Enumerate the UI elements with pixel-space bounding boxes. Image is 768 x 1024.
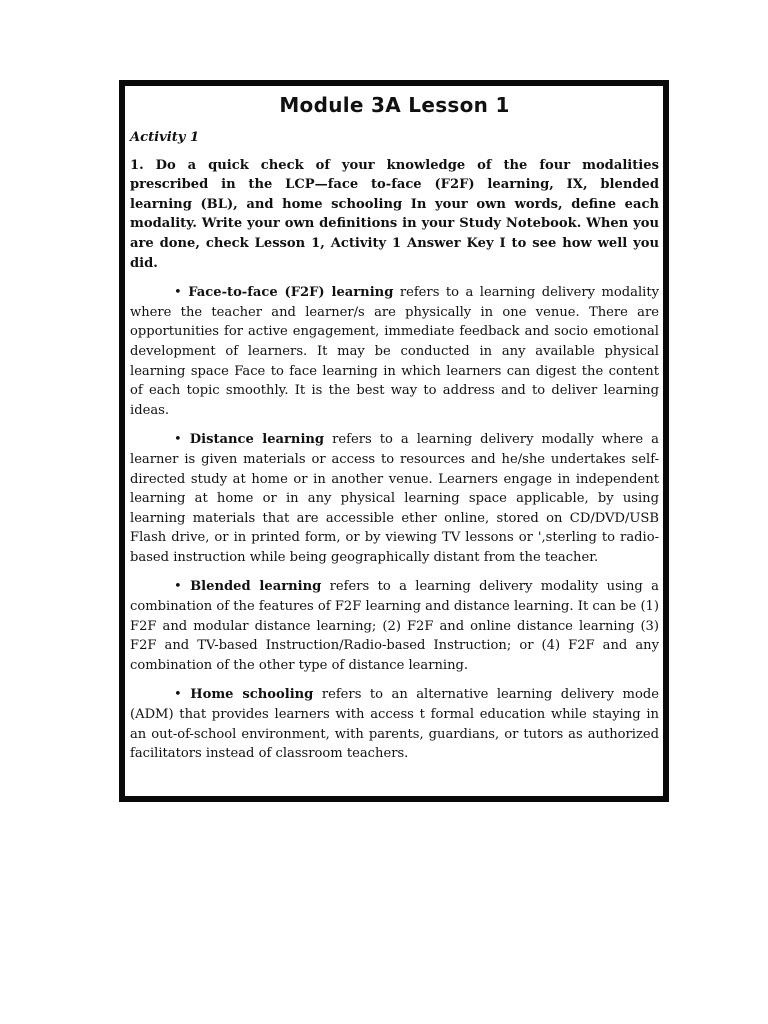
definition-f2f xyxy=(130,283,659,420)
definition-term: Blended learning xyxy=(190,579,322,595)
definition-blended-learning xyxy=(130,577,659,675)
definition-term: Face-to-face (F2F) learning xyxy=(188,285,394,301)
page-title: Module 3A Lesson 1 xyxy=(279,93,510,117)
definition-text: refers to a learning delivery modality using a combination of the features of F2F learning and distance learning. It can be (1) F2F and modular distance learning; (2) F2F and online distance learning (3) F2F and TV-based Instruction/Radio-based Instruction; or (4) F2F and any combination of the other type of distance learning. xyxy=(130,579,659,673)
bullet: • xyxy=(174,432,182,448)
activity-label: Activity 1 xyxy=(130,130,200,145)
document-content xyxy=(130,92,659,774)
definition-term: Home schooling xyxy=(190,687,314,703)
definition-text: refers to an alternative learning delivery mode (ADM) that provides learners with access t formal education while staying in an out-of-school environment, with parents, guardians, or tutors as authorized facilitators instead of classroom teachers. xyxy=(130,687,659,762)
bullet: • xyxy=(174,285,182,301)
bullet: • xyxy=(174,687,182,703)
definition-home-schooling xyxy=(130,685,659,763)
definition-text: refers to a learning delivery modally where a learner is given materials or access to resources and he/she undertakes self-directed study at home or in another venue. Learners engage in independent learning at home or in any physical learning space applicable, by using learning materials that are accessible ether online, stored on CD/DVD/USB Flash drive, or in printed form, or by viewing TV lessons or ',sterling to radio-based instruction while being geographically distant from the teacher. xyxy=(130,432,659,565)
bullet: • xyxy=(174,579,182,595)
definition-distance-learning xyxy=(130,430,659,567)
definition-text: refers to a learning delivery modality where the teacher and learner/s are physically in one venue. There are opportunities for active engagement, immediate feedback and socio emotional development of learners. It may be conducted in any available physical learning space Face to face learning in which learners can digest the content of each topic smoothly. It is the best way to address and to deliver learning ideas. xyxy=(130,285,659,418)
definition-term: Distance learning xyxy=(189,432,325,448)
document-frame xyxy=(119,80,669,802)
question-text: 1. Do a quick check of your knowledge of the four modalities prescribed in the LCP—face to-face (F2F) learning, IX, blended learning (BL), and home schooling In your own words, define each modality. Write your own definitions in your Study Notebook. When you are done, check Lesson 1, Activity 1 Answer Key I to see how well you did. xyxy=(130,157,659,271)
